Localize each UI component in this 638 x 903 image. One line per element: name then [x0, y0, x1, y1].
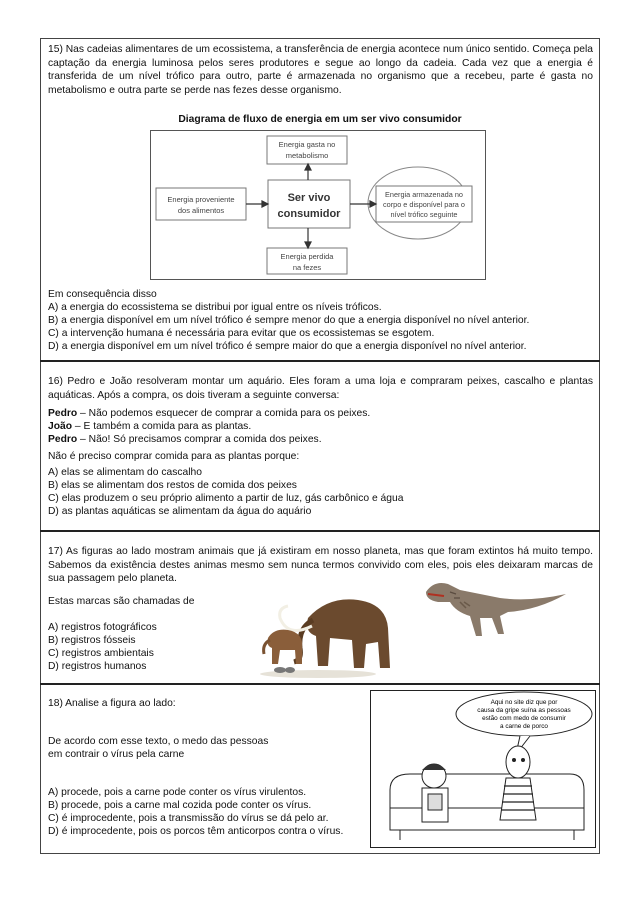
q18-question-l2: em contrair o vírus pela carne	[48, 749, 185, 760]
q18-option-a[interactable]: A) procede, pois a carne pode conter os vírus virulentos.	[48, 787, 307, 798]
diagram-box-consumer	[268, 180, 350, 228]
bubble-l1: Aqui no site diz que por	[490, 699, 558, 706]
q18-option-b[interactable]: B) procede, pois a carne mal cozida pode conter os vírus.	[48, 800, 312, 811]
q18-stem: 18) Analise a figura ao lado:	[48, 698, 176, 709]
separator	[40, 360, 600, 362]
q15-option-c[interactable]: C) a intervenção humana é necessária para evitar que os ecossistemas se esgotem.	[48, 328, 435, 339]
q16-stem: 16) Pedro e João resolveram montar um aquário. Eles foram a uma loja e compraram peixes, cascalho e plantas aquáticas. Após a compra, os dois tiveram a seguinte conversa:	[48, 376, 593, 401]
q17-option-d[interactable]: D) registros humanos	[48, 661, 147, 672]
q17-question: Estas marcas são chamadas de	[48, 596, 195, 607]
q16-option-c[interactable]: C) elas produzem o seu próprio alimento a partir de luz, gás carbônico e água	[48, 493, 404, 504]
bubble-l2: causa da gripe suína as pessoas	[477, 707, 571, 714]
q15-option-d[interactable]: D) a energia disponível em um nível trófico é sempre maior do que a energia disponível no nível anterior.	[48, 341, 527, 352]
q17-option-c[interactable]: C) registros ambientais	[48, 648, 154, 659]
diagram-bottom-l1: Energia perdida	[280, 252, 334, 261]
diagram-left-l1: Energia proveniente	[167, 195, 235, 204]
separator	[40, 683, 600, 685]
dinosaur-illustration	[420, 572, 570, 642]
cartoon-illustration	[370, 690, 596, 848]
diagram-box-food	[156, 188, 246, 220]
diagram-right-l3: nível trófico seguinte	[390, 210, 458, 219]
q17-option-a[interactable]: A) registros fotográficos	[48, 622, 157, 633]
q17-stem: 17) As figuras ao lado mostram animais que já existiram em nosso planeta, mas que foram extintos há muito tempo. Sabemos da existência destes animas mesmo sem nunca termos convivido com eles, pois eles deixaram marcas de sua passagem pelo planeta.	[48, 546, 593, 585]
separator	[40, 530, 600, 532]
diagram-center-l2: consumidor	[277, 208, 341, 220]
diagram-right-l2: corpo e disponível para o	[383, 200, 465, 209]
diagram-center-l1: Ser vivo	[287, 192, 331, 204]
energy-flow-diagram	[150, 130, 486, 280]
q16-question: Não é preciso comprar comida para as plantas porque:	[48, 451, 300, 462]
bubble-l3: estão com medo de consumir	[482, 715, 566, 722]
q15-stem: 15) Nas cadeias alimentares de um ecossistema, a transferência de energia acontece num único sentido. Começa pela captação da energia luminosa pelos seres produtores e segue ao longo da cadeia. Cada vez que a energia é transferida de um nível trófico para outro, parte é armazenada no organismo que a recebeu, parte é gasta no metabolismo e outra parte se perde nas fezes desse organismo.	[48, 44, 593, 96]
q18-question-l1: De acordo com esse texto, o medo das pessoas	[48, 736, 269, 747]
mammoth-illustration	[258, 578, 403, 678]
diagram-right-l1: Energia armazenada no	[385, 190, 463, 199]
q16-dialogue-1: Pedro – Não podemos esquecer de comprar a comida para os peixes.	[48, 408, 371, 419]
q16-option-a[interactable]: A) elas se alimentam do cascalho	[48, 467, 202, 478]
q15-lead: Em consequência disso	[48, 289, 157, 300]
diagram-bottom-l2: na fezes	[292, 263, 322, 272]
q18-option-c[interactable]: C) é improcedente, pois a transmissão do vírus se dá pelo ar.	[48, 813, 329, 824]
q18-option-d[interactable]: D) é improcedente, pois os porcos têm anticorpos contra o vírus.	[48, 826, 344, 837]
diagram-top-l1: Energia gasta no	[278, 140, 336, 149]
q15-diagram-title: Diagrama de fluxo de energia em um ser vivo consumidor	[178, 114, 462, 125]
q16-dialogue-3: Pedro – Não! Só precisamos comprar a comida dos peixes.	[48, 434, 322, 445]
diagram-top-l2: metabolismo	[285, 151, 329, 160]
q15-option-b[interactable]: B) a energia disponível em um nível trófico é sempre menor do que a energia disponível no nível anterior.	[48, 315, 530, 326]
q16-option-d[interactable]: D) as plantas aquáticas se alimentam da água do aquário	[48, 506, 312, 517]
bubble-l4: a carne de porco	[500, 723, 548, 730]
q16-dialogue-2: João – E também a comida para as plantas.	[48, 421, 252, 432]
q17-option-b[interactable]: B) registros fósseis	[48, 635, 136, 646]
q16-option-b[interactable]: B) elas se alimentam dos restos de comida dos peixes	[48, 480, 297, 491]
q15-option-a[interactable]: A) a energia do ecossistema se distribui por igual entre os níveis tróficos.	[48, 302, 382, 313]
diagram-left-l2: dos alimentos	[177, 206, 225, 215]
